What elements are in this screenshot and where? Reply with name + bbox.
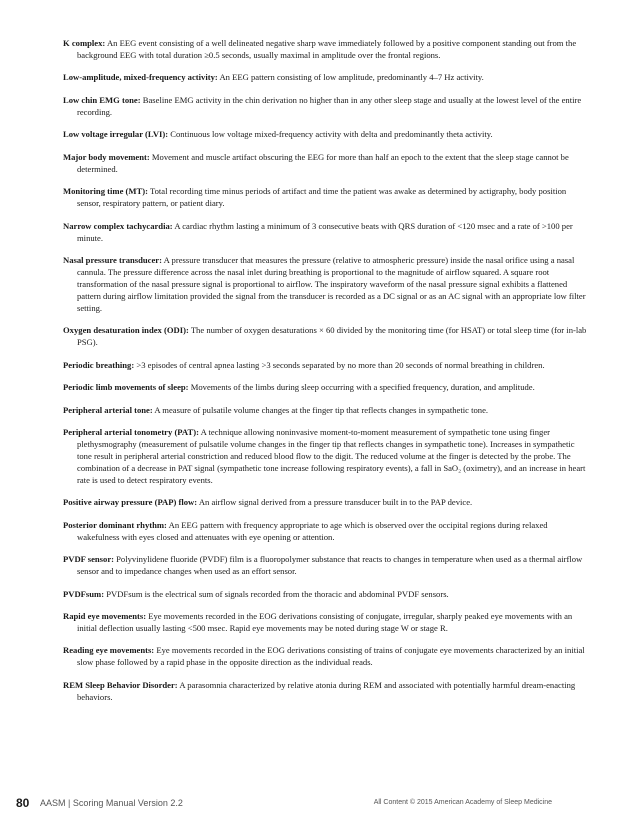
glossary-term: Rapid eye movements: [63,611,147,621]
glossary-entry [63,611,591,635]
glossary-term: Peripheral arterial tone: [63,404,153,415]
glossary-term: Major body movement: [63,151,150,162]
glossary-term: Narrow complex tachycardia: [63,220,173,231]
glossary-term: Periodic breathing: [63,359,135,370]
glossary-term: K complex: [63,38,106,48]
page-number: 80 [16,796,30,810]
glossary-definition: Movement and muscle artifact obscuring the EEG for more than half an epoch to the extent that the sleep stage cannot be determined. [77,151,569,174]
glossary-definition: Total recording time minus periods of artifact and time the patient was awake as determined by actigraphy, body position sensor, respiratory pattern, or patient diary. [77,186,567,209]
glossary-entry [63,221,591,245]
glossary-definition: Movements of the limbs during sleep occurring with a specified frequency, duration, and amplitude. [190,382,535,393]
manual-title: AASM | Scoring Manual Version 2.2 [40,798,183,808]
glossary-definition: Continuous low voltage mixed-frequency activity with delta and predominantly theta activity. [170,129,493,140]
glossary-entry [63,405,591,417]
glossary-entry [63,589,591,601]
glossary-term: Low-amplitude, mixed-frequency activity: [63,72,218,83]
glossary-definition: Eye movements recorded in the EOG derivations consisting of trains of conjugate eye movements characterized by an initial slow phase followed by a rapid phase in the opposite direction as the individual reads. [77,645,585,668]
glossary-term: Positive airway pressure (PAP) flow: [63,497,198,508]
glossary-entry [63,554,591,578]
glossary-term: Nasal pressure transducer: [63,255,162,266]
glossary-term: Low voltage irregular (LVI): [63,129,169,140]
glossary-entry [63,325,591,349]
glossary-definition: A pressure transducer that measures the pressure (relative to atmospheric pressure) inside the nasal orifice using a nasal cannula. The pressure difference across the nasal inlet during breathing is proportional to the magnitude of airflow squared. A square root transformation of the nasal pressure signal is proportional to airflow. The inspiratory waveform of the nasal pressure signal exhibits a flattened pattern during airflow limitation provided the signal from the transducer is recorded as a DC signal or as an AC signal with an appropriate low filter setting. [77,255,586,313]
glossary-entry [63,497,591,509]
glossary-term: REM Sleep Behavior Disorder: [63,679,178,690]
glossary-definition: Polyvinylidene fluoride (PVDF) film is a fluoropolymer substance that reacts to changes in temperature when used as a thermal airflow sensor and to impedance changes when used as an effort sensor. [77,554,583,576]
glossary-entry [63,382,591,394]
glossary-definition: An EEG pattern consisting of low amplitude, predominantly 4–7 Hz activity. [219,72,484,83]
glossary-term: Oxygen desaturation index (ODI): [63,325,189,336]
glossary-entry [63,129,591,141]
glossary-term: PVDFsum: [63,588,105,599]
glossary-definition: An EEG pattern with frequency appropriate to age which is observed over the occipital regions during relaxed wakefulness with eyes closed and attenuates with eye opening or attention. [77,519,548,542]
glossary-entry [63,95,591,119]
glossary-definition: An airflow signal derived from a pressure transducer built in to the PAP device. [198,497,473,508]
glossary-term: PVDF sensor: [63,554,114,565]
copyright-notice: All Content © 2015 American Academy of Sleep Medicine [373,799,552,806]
glossary-term: Low chin EMG tone: [63,94,141,105]
glossary-entry [63,360,591,372]
glossary-definition: >3 episodes of central apnea lasting >3 seconds separated by no more than 20 seconds of normal breathing in children. [136,359,545,370]
glossary-definition: An EEG event consisting of a well delineated negative sharp wave immediately followed by a positive component standing out from the background EEG with total duration ≥0.5 seconds, usually maximal in amplitude over the frontal regions. [77,38,577,60]
glossary-term: Peripheral arterial tonometry (PAT): [63,427,199,438]
glossary-definition: A parasomnia characterized by relative atonia during REM and associated with potentially harmful dream-enacting behaviors. [77,679,576,702]
glossary-entry [63,255,591,315]
glossary-entry [63,520,591,544]
glossary-entry [63,645,591,669]
glossary-definition: PVDFsum is the electrical sum of signals recorded from the thoracic and abdominal PVDF sensors. [106,588,449,599]
page-footer [0,796,638,816]
glossary-term: Monitoring time (MT): [63,186,148,197]
glossary-definition: A cardiac rhythm lasting a minimum of 3 consecutive beats with QRS duration of <120 msec and a rate of >100 per minute. [77,220,573,243]
glossary-entry [63,152,591,176]
glossary-entries [63,38,591,714]
glossary-term: Periodic limb movements of sleep: [63,382,189,393]
glossary-definition: A measure of pulsatile volume changes at the finger tip that reflects changes in sympathetic tone. [154,404,489,415]
glossary-definition: A technique allowing noninvasive moment-to-moment measurement of sympathetic tone using finger plethysmography (measurement of pulsatile volume changes in the finger tip that reflects changes in sympathetic tone). Increases in sympathetic tone result in peripheral arterial constriction and reduced blood flow to the digit. The reduced volume at the finger is detected by the probe. The combination of a decrease in PAT signal (sympathetic tone increase following respiratory events), a fall in SaO₂ (oximetry), and an increase in heart rate is used to detect respiratory events. [77,427,586,485]
glossary-definition: Eye movements recorded in the EOG derivations consisting of conjugate, irregular, sharply peaked eye movements with an initial deflection usually lasting <500 msec. Rapid eye movements may be noted during stage W or stage R. [77,611,573,633]
glossary-entry [63,427,591,487]
glossary-definition: Baseline EMG activity in the chin derivation no higher than in any other sleep stage and usually at the lowest level of the entire recording. [77,94,582,117]
glossary-term: Posterior dominant rhythm: [63,519,167,530]
glossary-entry [63,680,591,704]
glossary-entry [63,72,591,84]
glossary-term: Reading eye movements: [63,645,155,656]
glossary-entry [63,186,591,210]
glossary-entry [63,38,591,62]
glossary-definition: The number of oxygen desaturations × 60 divided by the monitoring time (for HSAT) or total sleep time (for in-lab PSG). [77,325,587,348]
